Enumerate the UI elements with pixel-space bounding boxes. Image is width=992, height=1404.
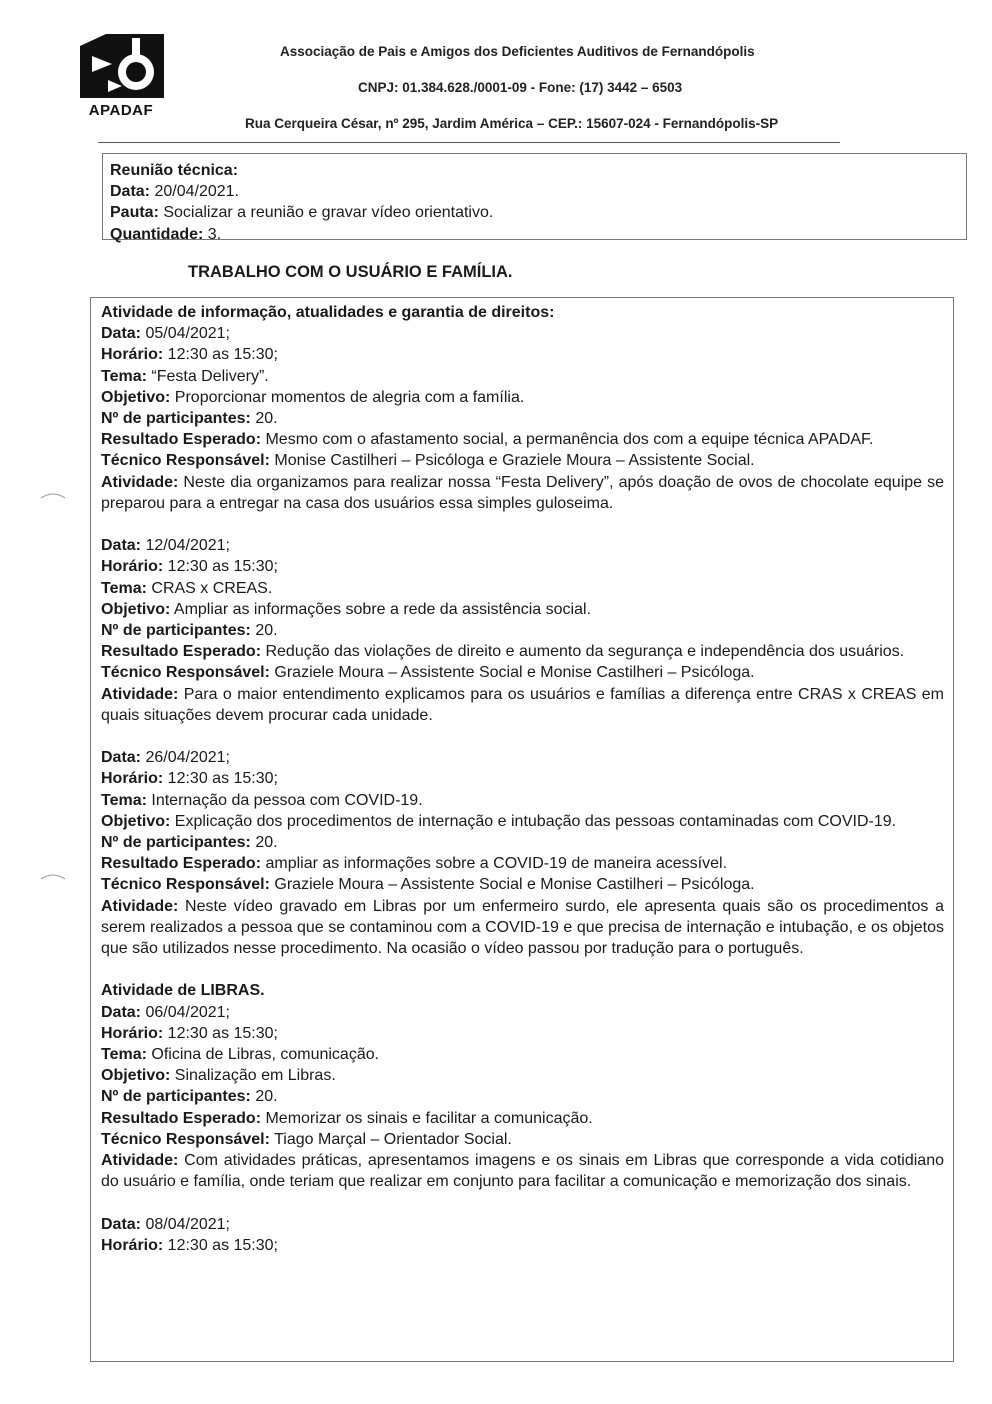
section-title: TRABALHO COM O USUÁRIO E FAMÍLIA.	[188, 263, 513, 281]
meeting-date: Data: 20/04/2021.	[110, 183, 239, 201]
logo-text: APADAF	[88, 102, 154, 119]
info-entry-2: Data: 12/04/2021; Horário: 12:30 as 15:30; Tema: CRAS x CREAS. Objetivo: Ampliar as informações sobre a rede da assistência social. Nº de participantes: 20. Resultado Esperado: Redução das violações de direito e aumento da segurança e independência dos usuários. Técnico Responsável: Graziele Moura – Assistente Social e Monise Castilheri – Psicóloga. Atividade: Para o maior entendimento explicamos para os usuários e famílias a diferença entre CRAS x CREAS em quais situações devem procurar cada unidade.	[101, 537, 944, 724]
meeting-title: Reunião técnica:	[110, 162, 239, 179]
libras-entry-1: Data: 06/04/2021; Horário: 12:30 as 15:30; Tema: Oficina de Libras, comunicação. Objetivo: Sinalização em Libras. Nº de participantes: 20. Resultado Esperado: Memorizar os sinais e facilitar a comunicação. Técnico Responsável: Tiago Marçal – Orientador Social. Atividade: Com atividades práticas, apresentamos imagens e os sinais em Libras que corresponde a vida cotidiano do usuário e família, onde teriam que realizar em conjunto para facilitar a comunicação e memorização dos sinais.	[101, 1003, 944, 1191]
info-entry-1: Data: 05/04/2021; Horário: 12:30 as 15:30; Tema: “Festa Delivery”. Objetivo: Proporcionar momentos de alegria com a família. Nº de participantes: 20. Resultado Esperado: Mesmo com o afastamento social, a permanência dos com a equipe técnica APADAF. Técnico Responsável: Monise Castilheri – Psicóloga e Graziele Moura – Assistente Social. Atividade: Neste dia organizamos para realizar nossa “Festa Delivery”, após doação de ovos de chocolate equipe se preparou para a entregar na casa dos usuários essa simples guloseima.	[101, 325, 944, 512]
header-divider	[98, 142, 840, 143]
libras-entry-2: Data: 08/04/2021; Horário: 12:30 as 15:30;	[101, 1215, 278, 1254]
address: Rua Cerqueira César, nº 295, Jardim América – CEP.: 15607-024 - Fernandópolis-SP	[245, 116, 779, 131]
meeting-box	[102, 153, 967, 243]
libras-activity-title: Atividade de LIBRAS.	[101, 982, 265, 1000]
meeting-quantity: Quantidade: 3.	[110, 225, 222, 243]
activities-box	[90, 297, 954, 1362]
ear-logo-icon	[74, 32, 168, 102]
cnpj-phone: CNPJ: 01.384.628./0001-09 - Fone: (17) 3442 – 6503	[358, 80, 683, 95]
org-name: Associação de Pais e Amigos dos Deficientes Auditivos de Fernandópolis	[280, 44, 755, 59]
info-activity-title: Atividade de informação, atualidades e garantia de direitos:	[101, 304, 555, 321]
punch-mark-icon	[40, 873, 66, 881]
meeting-agenda: Pauta: Socializar a reunião e gravar vídeo orientativo.	[110, 204, 494, 222]
info-entry-3: Data: 26/04/2021; Horário: 12:30 as 15:30; Tema: Internação da pessoa com COVID-19. Objetivo: Explicação dos procedimentos de internação e intubação das pessoas contaminadas com COVID-19. Nº de participantes: 20. Resultado Esperado: ampliar as informações sobre a COVID-19 de maneira acessível. Técnico Responsável: Graziele Moura – Assistente Social e Monise Castilheri – Psicóloga. Atividade: Neste vídeo gravado em Libras por um enfermeiro surdo, ele apresenta quais são os procedimentos a serem realizados a pessoa que se contaminou com a COVID-19 e que precisa de internação e intubação, e os objetos que são utilizados nesse procedimento. Na ocasião o vídeo passou por tradução para o português.	[101, 749, 944, 958]
punch-mark-icon	[40, 492, 66, 500]
apadaf-logo	[74, 32, 168, 122]
